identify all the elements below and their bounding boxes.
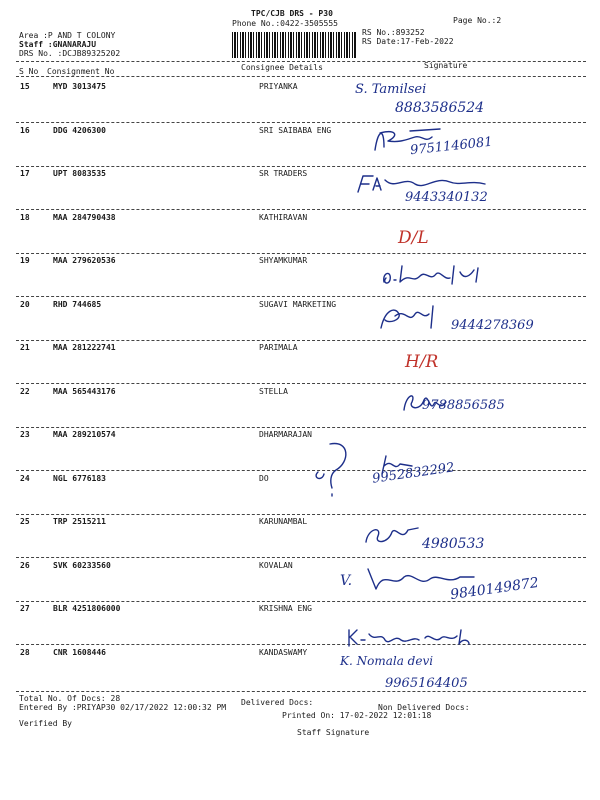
row-consignment-number: MYD 3013475 [53,82,106,91]
row-consignee-name: KANDASWAMY [259,648,308,657]
drs-number: DRS No. :DCJB89325202 [19,49,121,58]
handwritten-phone: 9952832292 [371,460,456,487]
entered-by: Entered By :PRIYAP30 02/17/2022 12:00:32 PM [19,703,227,712]
handwritten-phone: 9965164405 [385,676,468,691]
row-consignee-name: DHARMARAJAN [259,430,312,439]
row-divider [16,253,586,254]
signature-row-20 [375,302,534,334]
row-divider [16,209,586,210]
signature-row-27 [345,628,475,650]
row-divider [16,166,586,167]
row-divider [16,470,586,471]
row-consignee-name: SUGAVI MARKETING [259,300,337,309]
row-consignment-number: MAA 281222741 [53,343,116,352]
row-serial-number: 16 [20,126,30,135]
header-divider-top [16,61,586,62]
signature-row-24 [371,452,456,487]
row-consignee-name: KRISHNA ENG [259,604,312,613]
row-serial-number: 24 [20,474,30,483]
row-serial-number: 26 [20,561,30,570]
row-consignment-number: UPT 8083535 [53,169,106,178]
row-consignment-number: MAA 289210574 [53,430,116,439]
row-divider [16,340,586,341]
col-consignment: Consignment No [47,67,115,76]
total-docs: Total No. Of Docs: 28 [19,694,121,703]
handwritten-phone: 9444278369 [451,318,534,333]
row-divider [16,122,586,123]
signature-row-25 [362,522,485,552]
delivery-status-mark: H/R [405,352,439,372]
non-delivered-docs: Non Delivered Docs: [378,703,470,712]
row-consignment-number: BLR 4251806000 [53,604,121,613]
signature-row-22 [400,390,505,418]
delivered-docs: Delivered Docs: [241,698,314,707]
row-consignee-name: PARIMALA [259,343,298,352]
handwritten-initial: V. [340,573,353,589]
row-consignee-name: DO [259,474,269,483]
handwritten-name: S. Tamilsei [355,82,427,97]
row-consignment-number: MAA 565443176 [53,387,116,396]
staff-signature: Staff Signature [297,728,370,737]
area-label: Area :P AND T COLONY [19,31,116,40]
row-divider [16,514,586,515]
row-consignment-number: NGL 6776183 [53,474,106,483]
rs-date: RS Date:17-Feb-2022 [362,37,454,46]
row-serial-number: 17 [20,169,30,178]
staff-label: Staff :GNANARAJU [19,40,97,49]
row-consignment-number: DDG 4206300 [53,126,106,135]
row-consignee-name: KATHIRAVAN [259,213,308,222]
row-divider [16,557,586,558]
row-serial-number: 19 [20,256,30,265]
col-sno: S No [19,67,39,76]
row-consignee-name: STELLA [259,387,288,396]
printed-on: Printed On: 17-02-2022 12:01:18 [282,711,432,720]
handwritten-phone: 9443340132 [405,190,488,205]
rs-number: RS No.:893252 [362,28,425,37]
row-divider [16,296,586,297]
handwritten-phone: 8883586524 [395,100,485,116]
row-consignment-number: CNR 1608446 [53,648,106,657]
handwritten-phone: 9840149872 [449,574,540,604]
row-serial-number: 21 [20,343,30,352]
header-divider-bottom [16,76,586,77]
row-consignment-number: SVK 60233560 [53,561,111,570]
row-serial-number: 20 [20,300,30,309]
row-divider [16,644,586,645]
row-divider [16,601,586,602]
row-consignee-name: PRIYANKA [259,82,298,91]
handwritten-phone: 4980533 [422,536,485,552]
col-signature: Signature [424,61,468,70]
row-serial-number: 18 [20,213,30,222]
row-serial-number: 28 [20,648,30,657]
row-consignee-name: KOVALAN [259,561,293,570]
row-consignee-name: KARUNAMBAL [259,517,308,526]
footer-divider [16,691,586,692]
row-divider [16,427,586,428]
verified-by: Verified By [19,719,72,728]
signature-row-17 [355,170,495,205]
row-serial-number: 15 [20,82,30,91]
row-divider [16,383,586,384]
signature-row-16 [370,125,494,159]
handwritten-phone: 9788856585 [422,398,505,413]
drs-title: TPC/CJB DRS - P30 [251,9,333,18]
phone-number: Phone No.:0422-3505555 [232,19,338,28]
row-consignee-name: SRI SAIBABA ENG [259,126,332,135]
row-consignment-number: MAA 284790438 [53,213,116,222]
signature-row-19 [380,262,490,290]
barcode [232,32,356,58]
handwritten-name: K. Nomala devi [340,654,434,668]
signature-row-24-mark [310,442,350,514]
row-consignment-number: MAA 279620536 [53,256,116,265]
handwritten-phone: 9751146081 [409,134,494,159]
col-consignee: Consignee Details [241,63,323,72]
row-consignment-number: RHD 744685 [53,300,102,309]
row-serial-number: 27 [20,604,30,613]
delivery-status-mark: D/L [398,228,429,248]
row-serial-number: 22 [20,387,30,396]
row-consignment-number: TRP 2515211 [53,517,106,526]
page-number: Page No.:2 [453,16,502,25]
row-consignee-name: SHYAMKUMAR [259,256,308,265]
row-consignee-name: SR TRADERS [259,169,308,178]
row-serial-number: 25 [20,517,30,526]
row-serial-number: 23 [20,430,30,439]
